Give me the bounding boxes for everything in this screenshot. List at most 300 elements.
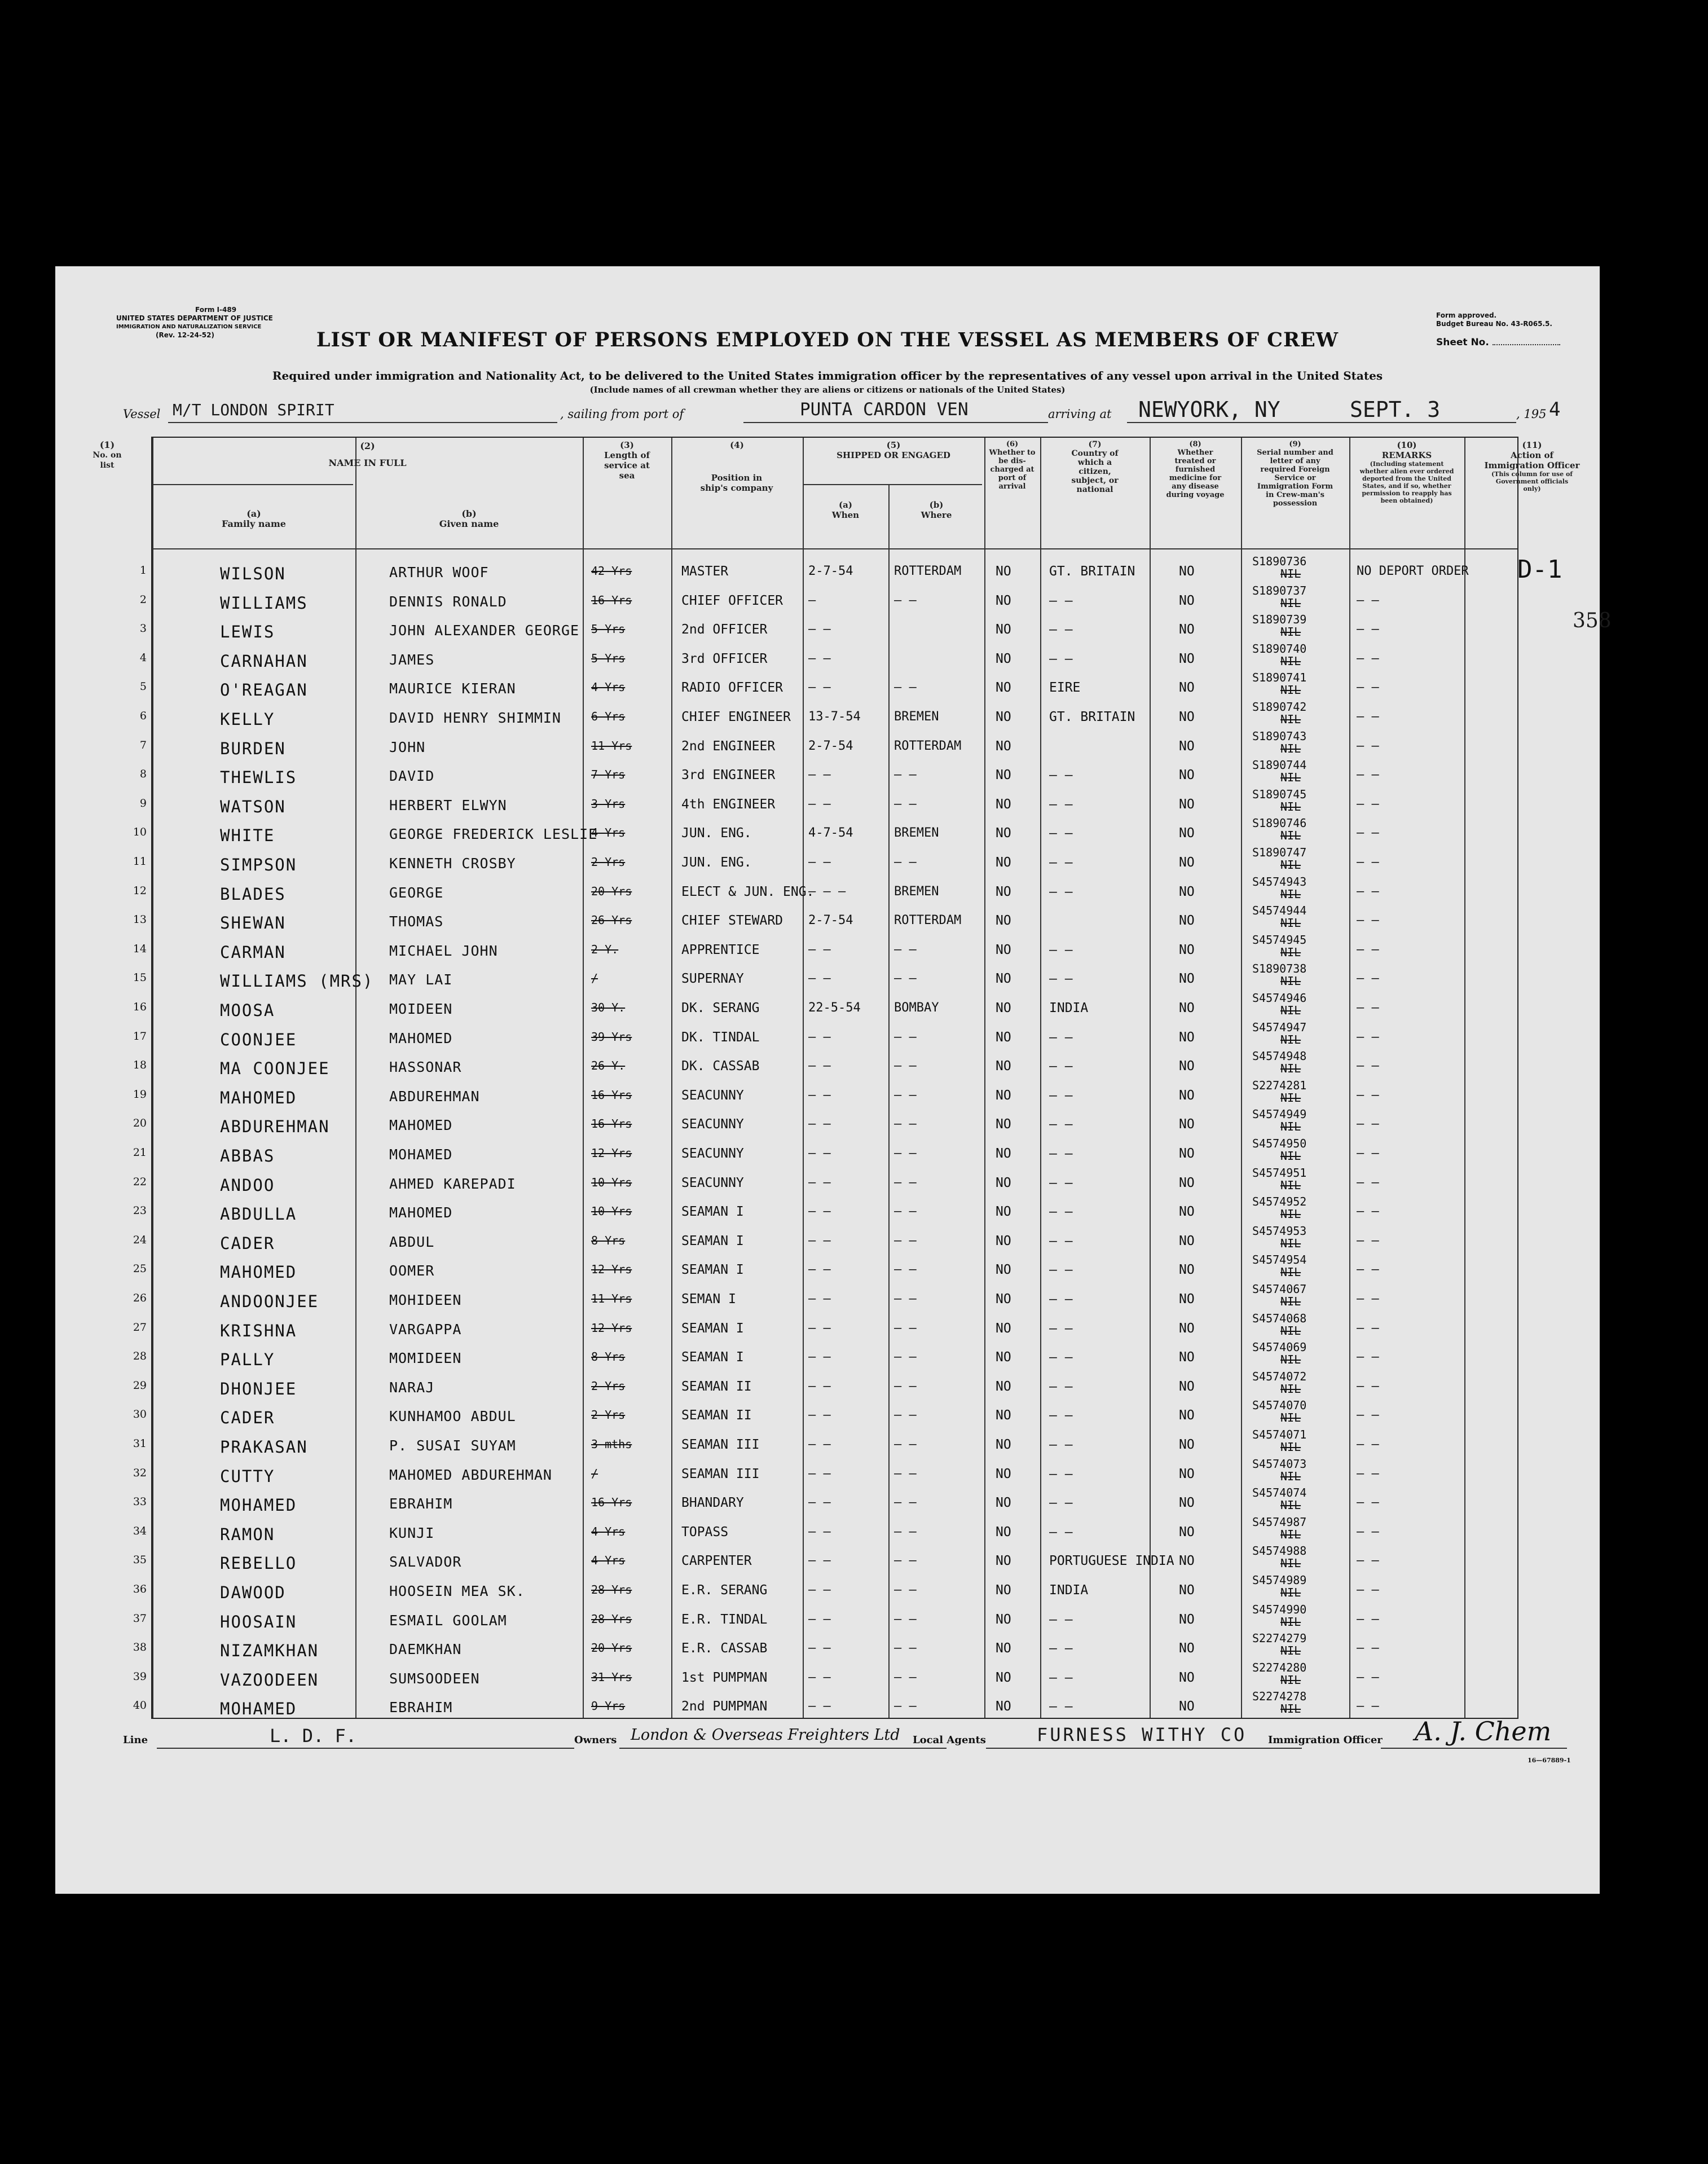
shipped-when: — — bbox=[808, 1059, 831, 1074]
shipped-when: — — bbox=[808, 1263, 831, 1277]
serial-nil: NIL bbox=[1280, 1586, 1301, 1599]
given-name: DAVID bbox=[389, 768, 435, 785]
table-row bbox=[133, 1515, 1520, 1548]
serial-value: S1890744 bbox=[1252, 758, 1307, 772]
given-name: MOHIDEEN bbox=[389, 1292, 462, 1308]
serial-nil: NIL bbox=[1280, 1673, 1301, 1687]
row-number: 6 bbox=[139, 710, 147, 722]
medicine: NO bbox=[1179, 1146, 1195, 1161]
discharged: NO bbox=[996, 1030, 1011, 1045]
serial-value: S2274280 bbox=[1252, 1660, 1307, 1674]
serial-value: S1890742 bbox=[1252, 700, 1307, 714]
country: — — bbox=[1049, 1496, 1073, 1511]
discharged: NO bbox=[996, 1583, 1011, 1598]
serial-nil: NIL bbox=[1280, 1236, 1301, 1250]
serial-nil: NIL bbox=[1280, 974, 1301, 988]
serial-nil: NIL bbox=[1280, 1353, 1301, 1367]
form-title: LIST OR MANIFEST OF PERSONS EMPLOYED ON THE VESSEL AS MEMBERS OF CREW bbox=[316, 328, 1339, 351]
serial-number bbox=[1252, 1253, 1306, 1278]
shipped-where: BREMEN bbox=[894, 884, 939, 899]
col-2-header: (2) NAME IN FULL bbox=[328, 441, 407, 468]
position: SEAMAN II bbox=[681, 1379, 752, 1394]
serial-nil: NIL bbox=[1280, 1702, 1301, 1716]
given-name: KENNETH CROSBY bbox=[389, 855, 516, 872]
given-name: MICHAEL JOHN bbox=[389, 942, 498, 959]
serial-value: S4574943 bbox=[1252, 874, 1307, 889]
serial-nil: NIL bbox=[1280, 829, 1301, 843]
position: E.R. TINDAL bbox=[681, 1612, 768, 1627]
row-number: 40 bbox=[133, 1699, 147, 1712]
shipped-when: — — bbox=[808, 1641, 831, 1656]
serial-value: S1890741 bbox=[1252, 671, 1307, 685]
position: DK. TINDAL bbox=[681, 1030, 760, 1045]
serial-value: S4574989 bbox=[1252, 1573, 1307, 1587]
serial-nil: NIL bbox=[1280, 567, 1301, 580]
given-name: ABDUREHMAN bbox=[389, 1088, 480, 1105]
discharged: NO bbox=[996, 593, 1011, 608]
given-name: EBRAHIM bbox=[389, 1496, 453, 1512]
family-name: SIMPSON bbox=[220, 855, 297, 874]
shipped-when: — — bbox=[808, 1088, 831, 1102]
crew-table bbox=[93, 437, 1580, 1719]
row-number: 37 bbox=[133, 1612, 147, 1625]
shipped-where: — — bbox=[894, 1117, 917, 1132]
country: — — bbox=[1049, 1379, 1073, 1394]
serial-nil: NIL bbox=[1280, 1090, 1301, 1105]
sheet-label: Sheet No. bbox=[1436, 337, 1489, 348]
country: — — bbox=[1049, 797, 1073, 812]
given-name: JAMES bbox=[389, 651, 435, 668]
print-code: 16—67889-1 bbox=[1527, 1757, 1571, 1764]
given-name: THOMAS bbox=[389, 913, 444, 930]
serial-value: S2274279 bbox=[1252, 1631, 1307, 1646]
table-row bbox=[133, 1340, 1520, 1373]
family-name: PRAKASAN bbox=[220, 1437, 308, 1457]
country: — — bbox=[1049, 1466, 1073, 1481]
country: — — bbox=[1049, 1059, 1073, 1074]
country: — — bbox=[1049, 855, 1073, 870]
remarks: — — bbox=[1357, 680, 1379, 695]
medicine: NO bbox=[1179, 1524, 1195, 1540]
serial-value: S4574952 bbox=[1252, 1195, 1307, 1209]
remarks: — — bbox=[1357, 1612, 1379, 1626]
col-9-header: (9) Serial number and letter of any required Foreign Service or Immigration Form in Crew-man's possession bbox=[1257, 440, 1333, 508]
table-row bbox=[139, 583, 1520, 617]
discharged: NO bbox=[996, 1117, 1011, 1132]
length-of-service: 3 mths bbox=[591, 1437, 632, 1451]
owners-label: Owners bbox=[574, 1734, 617, 1746]
serial-number bbox=[1252, 1399, 1306, 1424]
shipped-where: — — bbox=[894, 1059, 917, 1074]
family-name: WATSON bbox=[220, 797, 286, 816]
table-row bbox=[139, 787, 1520, 820]
serial-value: S4574953 bbox=[1252, 1224, 1307, 1238]
table-row bbox=[133, 933, 1520, 966]
table-row bbox=[133, 1398, 1520, 1431]
table-row bbox=[139, 613, 1520, 645]
shipped-where: ROTTERDAM bbox=[894, 564, 962, 578]
serial-value: S4574949 bbox=[1252, 1107, 1307, 1121]
length-of-service: 28 Yrs bbox=[591, 1583, 632, 1596]
remarks: — — bbox=[1357, 1437, 1379, 1452]
serial-value: S4574990 bbox=[1252, 1602, 1307, 1616]
family-name: MAHOMED bbox=[220, 1263, 297, 1282]
given-name: MOMIDEEN bbox=[389, 1350, 462, 1367]
row-number: 35 bbox=[133, 1554, 147, 1567]
given-name: AHMED KAREPADI bbox=[389, 1175, 516, 1192]
row-number: 24 bbox=[133, 1233, 147, 1246]
shipped-when: — — bbox=[808, 1496, 831, 1510]
serial-number bbox=[1252, 1603, 1306, 1628]
shipped-where: — — bbox=[894, 971, 917, 986]
shipped-where: ROTTERDAM bbox=[894, 738, 962, 753]
length-of-service: 26 Y. bbox=[591, 1059, 626, 1073]
family-name: MAHOMED bbox=[220, 1088, 297, 1107]
serial-value: S4574071 bbox=[1252, 1428, 1307, 1441]
position: MASTER bbox=[681, 564, 729, 579]
length-of-service: 31 Yrs bbox=[591, 1670, 632, 1684]
serial-nil: NIL bbox=[1280, 1120, 1301, 1134]
discharged: NO bbox=[996, 738, 1011, 754]
serial-number bbox=[1252, 1108, 1306, 1133]
table-row bbox=[133, 1137, 1520, 1169]
serial-number bbox=[1252, 671, 1306, 696]
family-name: KRISHNA bbox=[220, 1321, 297, 1340]
serial-value: S1890746 bbox=[1252, 816, 1307, 830]
agents-value: FURNESS WITHY CO bbox=[1037, 1724, 1247, 1745]
table-row bbox=[139, 641, 1520, 675]
remarks: — — bbox=[1357, 1263, 1379, 1277]
length-of-service: 20 Yrs bbox=[591, 1641, 632, 1655]
discharged: NO bbox=[996, 1437, 1011, 1452]
remarks: — — bbox=[1357, 1350, 1379, 1365]
form-subtitle-note: (Include names of all crewman whether they are aliens or citizens or nationals of the United States) bbox=[589, 385, 1066, 395]
country: — — bbox=[1049, 1699, 1073, 1714]
serial-nil: NIL bbox=[1280, 1207, 1301, 1221]
position: 2nd OFFICER bbox=[681, 622, 768, 637]
discharged: NO bbox=[996, 1233, 1011, 1248]
serial-nil: NIL bbox=[1280, 1178, 1301, 1192]
medicine: NO bbox=[1179, 1496, 1195, 1511]
row-number: 30 bbox=[133, 1408, 147, 1421]
serial-value: S1890737 bbox=[1252, 583, 1307, 597]
family-name: O'REAGAN bbox=[220, 680, 308, 700]
year-label: , 195 bbox=[1516, 407, 1547, 421]
position: TOPASS bbox=[681, 1524, 729, 1540]
remarks: — — bbox=[1357, 1524, 1379, 1539]
shipped-when: 2-7-54 bbox=[808, 913, 853, 928]
serial-number bbox=[1252, 643, 1306, 667]
country: — — bbox=[1049, 1670, 1073, 1685]
position: SEACUNNY bbox=[681, 1088, 744, 1103]
length-of-service: 9 Yrs bbox=[591, 1699, 626, 1713]
given-name: HOOSEIN MEA SK. bbox=[389, 1583, 525, 1599]
serial-value: S4574944 bbox=[1252, 904, 1307, 918]
given-name: MAURICE KIERAN bbox=[389, 680, 516, 697]
shipped-when: — — bbox=[808, 855, 831, 869]
discharged: NO bbox=[996, 1670, 1011, 1685]
shipped-when: — — bbox=[808, 680, 831, 695]
agents-label: Local Agents bbox=[913, 1734, 986, 1746]
shipped-when: — — bbox=[808, 797, 831, 811]
row-number: 34 bbox=[133, 1524, 147, 1537]
given-name: KUNJI bbox=[389, 1524, 435, 1541]
row-number: 11 bbox=[133, 855, 147, 868]
remarks: — — bbox=[1357, 1059, 1379, 1074]
shipped-when: — — bbox=[808, 1408, 831, 1423]
serial-nil: NIL bbox=[1280, 596, 1301, 610]
discharged: NO bbox=[996, 680, 1011, 696]
serial-value: S1890743 bbox=[1252, 729, 1307, 743]
shipped-where: — — bbox=[894, 1175, 917, 1190]
discharged: NO bbox=[996, 622, 1011, 637]
owners-value: London & Overseas Freighters Ltd bbox=[631, 1726, 900, 1744]
table-row bbox=[133, 1428, 1520, 1461]
remarks: — — bbox=[1357, 1001, 1379, 1015]
remarks: — — bbox=[1357, 1204, 1379, 1219]
row-number: 12 bbox=[133, 884, 147, 897]
serial-number bbox=[1252, 1283, 1306, 1308]
serial-value: S1890738 bbox=[1252, 962, 1307, 976]
service: IMMIGRATION AND NATURALIZATION SERVICE bbox=[116, 324, 262, 330]
length-of-service: 4 Yrs bbox=[591, 826, 626, 840]
medicine: NO bbox=[1179, 622, 1195, 637]
family-name: DAWOOD bbox=[220, 1583, 286, 1602]
remarks: — — bbox=[1357, 884, 1379, 899]
discharged: NO bbox=[996, 884, 1011, 899]
table-row bbox=[133, 1544, 1520, 1577]
medicine: NO bbox=[1179, 797, 1195, 812]
shipped-when: 22-5-54 bbox=[808, 1001, 861, 1015]
length-of-service: 28 Yrs bbox=[591, 1612, 632, 1626]
serial-nil: NIL bbox=[1280, 771, 1301, 785]
remarks: — — bbox=[1357, 1670, 1379, 1684]
approval-info bbox=[1436, 311, 1552, 328]
medicine: NO bbox=[1179, 1117, 1195, 1132]
discharged: NO bbox=[996, 971, 1011, 987]
row-number: 22 bbox=[133, 1175, 147, 1188]
shipped-when: — — bbox=[808, 651, 831, 666]
shipped-where: — — bbox=[894, 1583, 917, 1597]
remarks: — — bbox=[1357, 1292, 1379, 1306]
given-name: MOHAMED bbox=[389, 1146, 453, 1163]
position: SEAMAN I bbox=[681, 1321, 744, 1336]
serial-value: S1890745 bbox=[1252, 787, 1307, 801]
given-name: EBRAHIM bbox=[389, 1699, 453, 1716]
table-row bbox=[133, 1078, 1520, 1111]
arriving-label: arriving at bbox=[1048, 407, 1112, 421]
row-number: 17 bbox=[133, 1030, 147, 1043]
table-row bbox=[133, 1049, 1520, 1082]
length-of-service: 7 Yrs bbox=[591, 768, 626, 782]
remarks: — — bbox=[1357, 1321, 1379, 1335]
medicine: NO bbox=[1179, 1350, 1195, 1365]
serial-nil: NIL bbox=[1280, 741, 1301, 755]
serial-value: S4574067 bbox=[1252, 1282, 1307, 1296]
discharged: NO bbox=[996, 1175, 1011, 1190]
family-name: ABDUREHMAN bbox=[220, 1117, 330, 1137]
length-of-service: 16 Yrs bbox=[591, 1088, 632, 1102]
serial-number bbox=[1252, 1545, 1306, 1569]
serial-nil: NIL bbox=[1280, 712, 1301, 726]
remarks: — — bbox=[1357, 1117, 1379, 1132]
shipped-when: — — bbox=[808, 1612, 831, 1626]
family-name: MA COONJEE bbox=[220, 1059, 330, 1079]
serial-number bbox=[1252, 817, 1306, 842]
table-row bbox=[133, 904, 1520, 936]
family-name: LEWIS bbox=[220, 622, 275, 642]
serial-number bbox=[1252, 555, 1306, 580]
table-row bbox=[133, 1195, 1520, 1228]
given-name: NARAJ bbox=[389, 1379, 435, 1396]
discharged: NO bbox=[996, 1001, 1011, 1015]
officer-action: D-1 bbox=[1517, 555, 1562, 584]
discharged: NO bbox=[996, 1350, 1011, 1365]
discharged: NO bbox=[996, 1059, 1011, 1074]
family-name: ANDOO bbox=[220, 1175, 275, 1195]
row-number: 9 bbox=[139, 797, 147, 810]
serial-nil: NIL bbox=[1280, 1527, 1301, 1541]
medicine: NO bbox=[1179, 1059, 1195, 1074]
row-number: 8 bbox=[139, 768, 147, 781]
discharged: NO bbox=[996, 1321, 1011, 1336]
length-of-service: 16 Yrs bbox=[591, 1496, 632, 1510]
revision: (Rev. 12-24-52) bbox=[156, 331, 214, 339]
medicine: NO bbox=[1179, 1583, 1195, 1598]
family-name: BLADES bbox=[220, 884, 286, 904]
shipped-where: — — bbox=[894, 680, 917, 695]
position: 4th ENGINEER bbox=[681, 797, 776, 812]
shipped-where: — — bbox=[894, 1524, 917, 1539]
serial-number bbox=[1252, 701, 1306, 725]
serial-value: S4574074 bbox=[1252, 1486, 1307, 1500]
medicine: NO bbox=[1179, 1670, 1195, 1685]
remarks: NO DEPORT ORDER bbox=[1357, 564, 1469, 578]
line-value: L. D. F. bbox=[270, 1725, 357, 1747]
given-name: MOIDEEN bbox=[389, 1001, 453, 1017]
row-number: 2 bbox=[139, 593, 147, 606]
col-2b-header: (b) Given name bbox=[439, 508, 499, 529]
position: SEMAN I bbox=[681, 1292, 736, 1307]
serial-number bbox=[1252, 1021, 1306, 1046]
medicine: NO bbox=[1179, 710, 1195, 724]
serial-number bbox=[1252, 992, 1306, 1017]
position: APPRENTICE bbox=[681, 942, 760, 957]
table-row bbox=[133, 1369, 1520, 1402]
col-6-header: (6) Whether to be dis-charged at port of arrival bbox=[989, 440, 1036, 491]
medicine: NO bbox=[1179, 826, 1195, 841]
row-number: 1 bbox=[139, 564, 147, 577]
shipped-when: — — bbox=[808, 1466, 831, 1481]
length-of-service: 2 Yrs bbox=[591, 1379, 626, 1393]
shipped-when: — — bbox=[808, 1350, 831, 1365]
table-row bbox=[133, 816, 1520, 849]
serial-number bbox=[1252, 1137, 1306, 1162]
position: CHIEF STEWARD bbox=[681, 913, 783, 929]
discharged: NO bbox=[996, 826, 1011, 841]
row-number: 38 bbox=[133, 1641, 147, 1654]
serial-value: S1890747 bbox=[1252, 846, 1307, 859]
length-of-service: 2 Yrs bbox=[591, 855, 626, 869]
serial-nil: NIL bbox=[1280, 1411, 1301, 1425]
remarks: — — bbox=[1357, 971, 1379, 986]
position: CHIEF ENGINEER bbox=[681, 710, 791, 724]
given-name: SUMSOODEEN bbox=[389, 1670, 480, 1687]
row-number: 13 bbox=[133, 913, 147, 926]
given-name: HASSONAR bbox=[389, 1059, 462, 1076]
shipped-where: BREMEN bbox=[894, 710, 939, 724]
discharged: NO bbox=[996, 710, 1011, 724]
discharged: NO bbox=[996, 1466, 1011, 1481]
table-row bbox=[139, 555, 1562, 587]
serial-value: S4574070 bbox=[1252, 1398, 1307, 1413]
discharged: NO bbox=[996, 1292, 1011, 1307]
table-row bbox=[133, 1253, 1520, 1286]
shipped-where: — — bbox=[894, 1699, 917, 1714]
discharged: NO bbox=[996, 1554, 1011, 1569]
country: — — bbox=[1049, 1292, 1073, 1307]
shipped-where: BOMBAY bbox=[894, 1001, 939, 1015]
position: DK. SERANG bbox=[681, 1001, 760, 1015]
serial-nil: NIL bbox=[1280, 1265, 1301, 1279]
given-name: SALVADOR bbox=[389, 1554, 462, 1571]
shipped-when: — — — bbox=[808, 884, 846, 899]
medicine: NO bbox=[1179, 593, 1195, 608]
remarks: — — bbox=[1357, 942, 1379, 957]
given-name: GEORGE FREDERICK LESLIE bbox=[389, 826, 598, 843]
shipped-when: — — bbox=[808, 1030, 831, 1044]
shipped-where: — — bbox=[894, 797, 917, 811]
table-row bbox=[133, 1602, 1520, 1635]
length-of-service: 30 Y. bbox=[591, 1001, 626, 1014]
family-name: WILSON bbox=[220, 564, 286, 583]
position: 3rd ENGINEER bbox=[681, 768, 776, 783]
country: — — bbox=[1049, 1263, 1073, 1278]
position: 3rd OFFICER bbox=[681, 651, 768, 666]
serial-value: S1890736 bbox=[1252, 555, 1307, 568]
table-row bbox=[133, 1486, 1520, 1519]
family-name: KELLY bbox=[220, 710, 275, 729]
given-name: MAHOMED bbox=[389, 1030, 453, 1046]
country: — — bbox=[1049, 1524, 1073, 1540]
serial-nil: NIL bbox=[1280, 1032, 1301, 1046]
remarks: — — bbox=[1357, 1408, 1379, 1423]
family-name: CARMAN bbox=[220, 942, 286, 962]
row-number: 19 bbox=[133, 1088, 147, 1101]
given-name: MAHOMED ABDUREHMAN bbox=[389, 1466, 552, 1483]
col-5a-header: (a) When bbox=[831, 500, 860, 520]
given-name: GEORGE bbox=[389, 884, 444, 901]
col-10-header: (10) REMARKS (Including statement whether alien ever ordered deported from the United States, and if so, whether permission to reapply has been obtained) bbox=[1359, 440, 1454, 504]
serial-nil: NIL bbox=[1280, 1556, 1301, 1571]
country: — — bbox=[1049, 1175, 1073, 1190]
table-row bbox=[133, 1660, 1520, 1694]
remarks: — — bbox=[1357, 1175, 1379, 1190]
shipped-where: — — bbox=[894, 1233, 917, 1248]
family-name: VAZOODEEN bbox=[220, 1670, 319, 1690]
row-number: 14 bbox=[133, 942, 147, 955]
row-number: 33 bbox=[133, 1496, 147, 1508]
length-of-service: 42 Yrs bbox=[591, 564, 632, 578]
vessel-line bbox=[123, 397, 1567, 426]
table-row bbox=[133, 1224, 1520, 1257]
serial-value: S4574988 bbox=[1252, 1544, 1307, 1558]
position: 1st PUMPMAN bbox=[681, 1670, 768, 1685]
country: — — bbox=[1049, 1612, 1073, 1627]
serial-value: S4574073 bbox=[1252, 1457, 1307, 1471]
serial-number bbox=[1252, 1341, 1306, 1366]
discharged: NO bbox=[996, 1641, 1011, 1656]
